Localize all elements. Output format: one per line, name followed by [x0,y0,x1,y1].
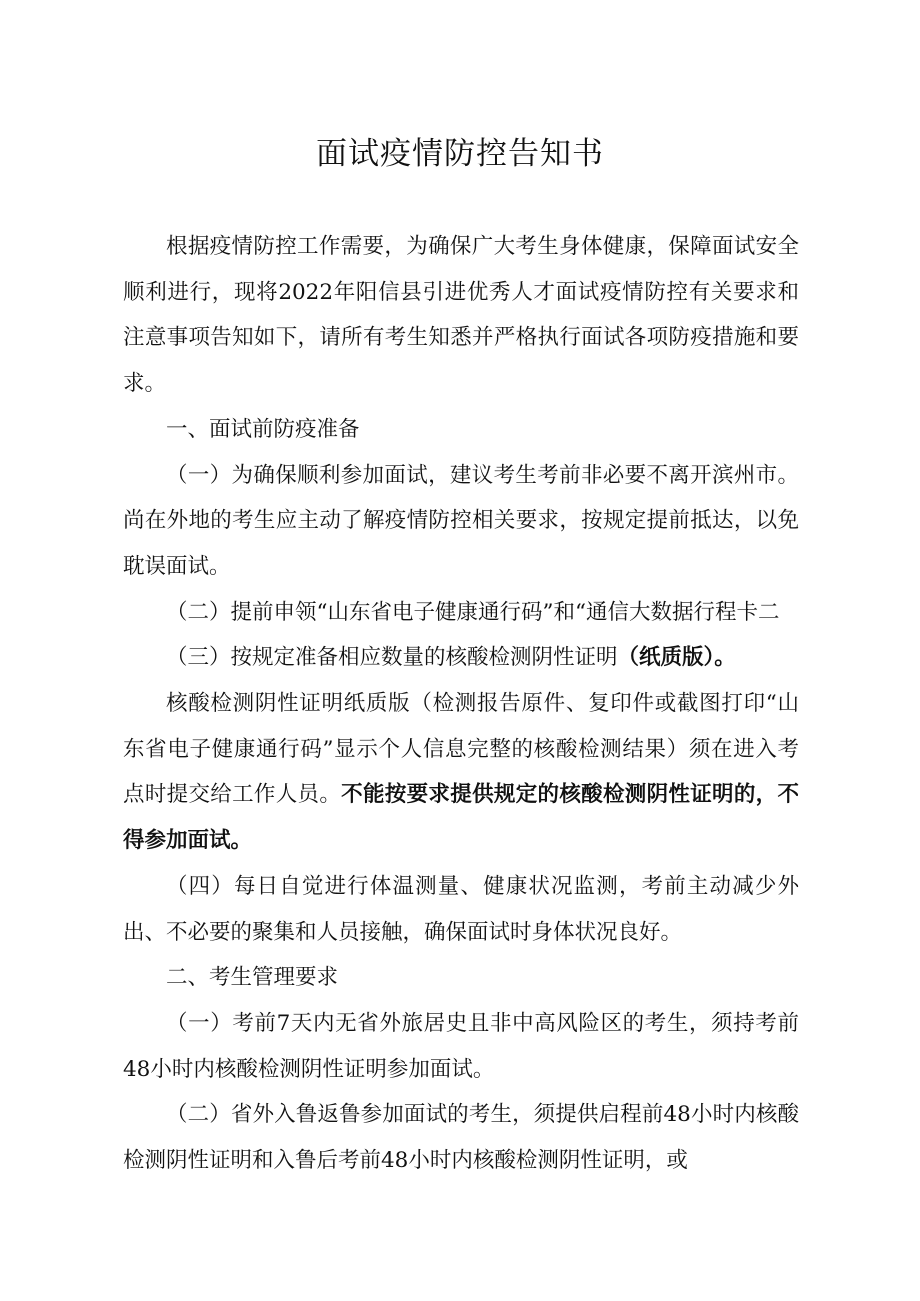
section1-item-4: （四）每日自觉进行体温测量、健康状况监测，考前主动减少外出、不必要的聚集和人员接触，确保面试时身体状况良好。 [123,873,799,945]
section2-item-1: （一）考前7天内无省外旅居史且非中高风险区的考生，须持考前48小时内核酸检测阴性证明参加面试。 [123,1010,799,1082]
section1-item-3-detail-text: 核酸检测阴性证明纸质版（检测报告原件、复印件或截图打印“山东省电子健康通行码”显示个人信息完整的核酸检测结果）须在进入考点时提交给工作人员。 [123,691,799,808]
section1-item-3 [123,635,799,681]
section1-item-2: （二）提前申领“山东省电子健康通行码”和“通信大数据行程卡二 [166,599,780,625]
section1-item-3-detail [123,681,799,864]
document-title: 面试疫情防控告知书 [316,136,604,172]
section-heading-2: 二、考生管理要求 [166,965,339,991]
section2-item-2: （二）省外入鲁返鲁参加面试的考生，须提供启程前48小时内核酸检测阴性证明和入鲁后考前48小时内核酸检测阴性证明，或 [123,1102,799,1174]
section1-item-1: （一）为确保顺利参加面试，建议考生考前非必要不离开滨州市。尚在外地的考生应主动了解疫情防控相关要求，按规定提前抵达，以免耽误面试。 [123,462,799,579]
section-heading-1: 一、面试前防疫准备 [166,416,360,442]
section1-item-3-detail-bold: 不能按要求提供规定的核酸检测阴性证明的，不得参加面试。 [123,782,799,854]
section1-item-3-bold: （纸质版）。 [617,645,736,671]
intro-paragraph: 根据疫情防控工作需要，为确保广大考生身体健康，保障面试安全顺利进行，现将2022年阳信县引进优秀人才面试疫情防控有关要求和注意事项告知如下，请所有考生知悉并严格执行面试各项防疫措施和要求。 [123,234,799,397]
section1-item-3-text: （三）按规定准备相应数量的核酸检测阴性证明 [166,645,618,671]
document-body [123,224,799,1184]
